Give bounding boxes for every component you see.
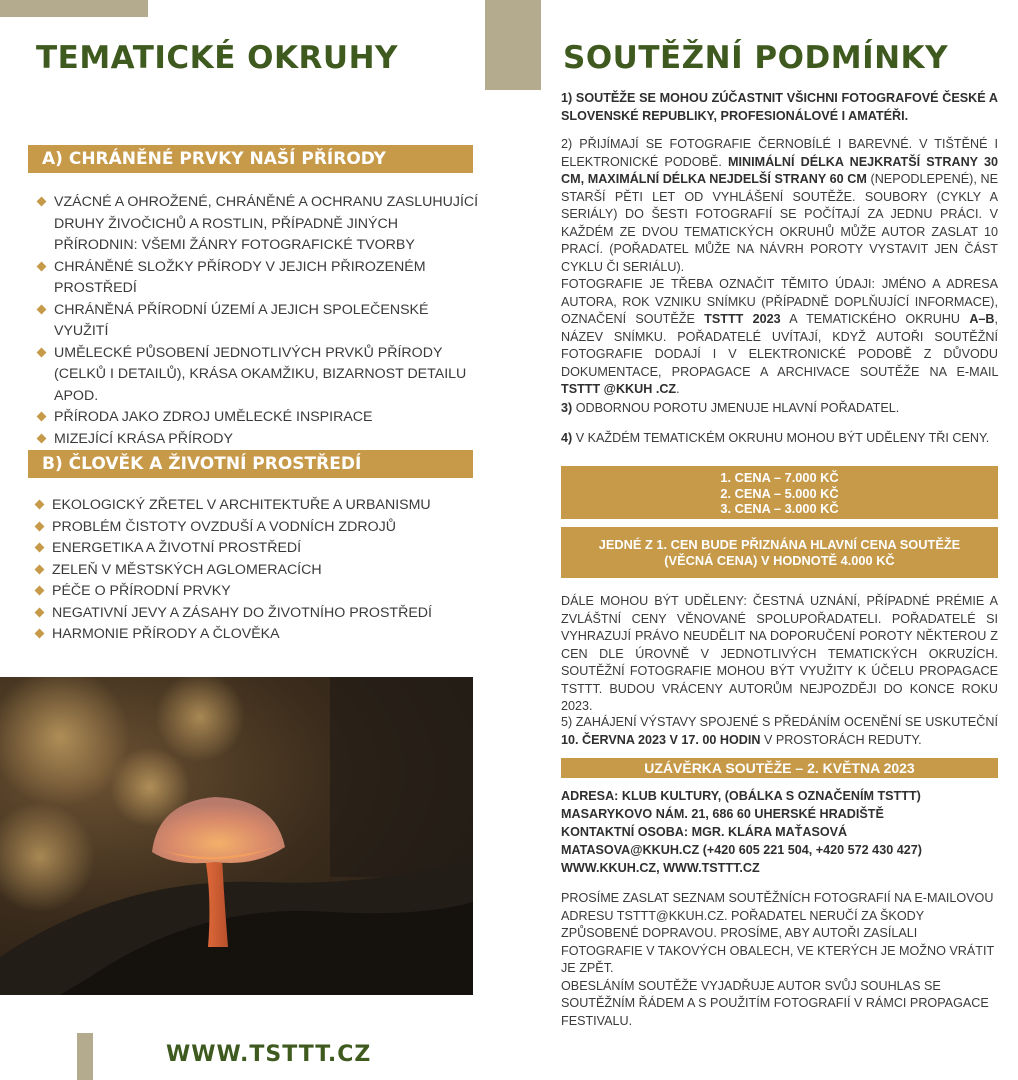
address-line: ADRESA: KLUB KULTURY, (OBÁLKA S OZNAČENÍM TSTTT) bbox=[561, 789, 921, 803]
prize-2: 2. CENA – 5.000 KČ bbox=[720, 485, 839, 501]
list-item: PÉČE O PŘÍRODNÍ PRVKY bbox=[34, 581, 479, 603]
section-b-header: B) ČLOVĚK A ŽIVOTNÍ PROSTŘEDÍ bbox=[28, 450, 473, 478]
mushroom-illustration bbox=[0, 677, 473, 995]
paragraph-3: FOTOGRAFIE JE TŘEBA OZNAČIT TĚMITO ÚDAJI: JMÉNO A ADRESA AUTORA, ROK VZNIKU SNÍMKU (PŘÍPADNĚ DOPLŇUJÍCÍ INFORMACE), OZNAČENÍ SOUTĚŽE TSTTT 2023 A TEMATICKÉHO OKRUHU A–B, NÁZEV SNÍMKU. POŘADATELÉ UVÍTAJÍ, KDYŽ AUTOŘI SOUTĚŽNÍ FOTOGRAFIE DODAJÍ I V ELEKTRONICKÉ PODOBĚ Z DŮVODU DOKUMENTACE, PROPAGACE A ARCHIVACE SOUTĚŽE NA E-MAIL TSTTT @KKUH .CZ. bbox=[561, 277, 999, 396]
list-item: PROBLÉM ČISTOTY OVZDUŠÍ A VODNÍCH ZDROJŮ bbox=[34, 517, 479, 539]
diamond-bullet-icon bbox=[35, 543, 45, 553]
contact-phones: (+420 605 221 504, +420 572 430 427) bbox=[702, 843, 922, 857]
paragraph-4: 3) ODBORNOU POROTU JMENUJE HLAVNÍ POŘADATEL. bbox=[561, 401, 900, 415]
section-a-list bbox=[36, 192, 481, 450]
decorative-bar-bottom bbox=[77, 1033, 93, 1080]
diamond-bullet-icon bbox=[37, 433, 47, 443]
diamond-bullet-icon bbox=[35, 564, 45, 574]
paragraph-8: PROSÍME ZASLAT SEZNAM SOUTĚŽNÍCH FOTOGRAFIÍ NA E-MAILOVOU ADRESU TSTTT@KKUH.CZ. POŘADATEL NERUČÍ ZA ŠKODY ZPŮSOBENÉ DOPRAVOU. PROSÍME, ABY AUTOŘI ZASÍLALI FOTOGRAFIE V TAKOVÝCH OBALECH, VE KTERÝCH JE MOŽNO VRÁTIT JE ZPĚT. OBESLÁNÍM SOUTĚŽE VYJADŘUJE AUTOR SVŮJ SOUHLAS SE SOUTĚŽNÍM ŘÁDEM A S POUŽITÍM FOTOGRAFIÍ V RÁMCI PROPAGACE FESTIVALU. bbox=[561, 891, 994, 1028]
diamond-bullet-icon bbox=[35, 500, 45, 510]
list-item: EKOLOGICKÝ ZŘETEL V ARCHITEKTUŘE A URBANISMU bbox=[34, 495, 479, 517]
paragraph-2: 2) PŘIJÍMAJÍ SE FOTOGRAFIE ČERNOBÍLÉ I BAREVNÉ. V TIŠTĚNÉ I ELEKTRONICKÉ PODOBĚ. MINIMÁLNÍ DÉLKA NEJKRATŠÍ STRANY 30 CM, MAXIMÁLNÍ DÉLKA NEJDELŠÍ STRANY 60 CM (NEPODLEPENÉ), NE STARŠÍ PĚTI LET OD VYHLÁŠENÍ SOUTĚŽE. SOUBORY (CYKLY A SERIÁLY) DO ŠESTI FOTOGRAFIÍ SE POČÍTAJÍ ZA JEDNU PRÁCI. V KAŽDÉM ZE DVOU TEMATICKÝCH OKRUHŮ MŮŽE AUTOR ZASLAT 10 PRACÍ. (POŘADATEL MŮŽE NA NÁVRH POROTY VYSTAVIT JEN ČÁST CYKLU ČI SERIÁLU). bbox=[561, 137, 999, 274]
prize-1: 1. CENA – 7.000 KČ bbox=[720, 470, 839, 485]
contact-email-link[interactable]: MATASOVA@KKUH.CZ bbox=[561, 843, 700, 857]
main-prize-box: JEDNÉ Z 1. CEN BUDE PŘIZNÁNA HLAVNÍ CENA SOUTĚŽE (VĚCNÁ CENA) V HODNOTĚ 4.000 KČ bbox=[561, 527, 998, 578]
prizes-box bbox=[561, 466, 998, 519]
mushroom-photo bbox=[0, 677, 473, 995]
diamond-bullet-icon bbox=[37, 261, 47, 271]
decorative-bar-center bbox=[485, 0, 541, 90]
address-line: MASARYKOVO NÁM. 21, 686 60 UHERSKÉ HRADIŠTĚ bbox=[561, 807, 884, 821]
deadline-banner: UZÁVĚRKA SOUTĚŽE – 2. KVĚTNA 2023 bbox=[561, 758, 998, 778]
list-item: ZELEŇ V MĚSTSKÝCH AGLOMERACÍCH bbox=[34, 560, 479, 582]
list-item: CHRÁNĚNÉ SLOŽKY PŘÍRODY V JEJICH PŘIROZENÉM PROSTŘEDÍ bbox=[36, 257, 481, 300]
prize-3: 3. CENA – 3.000 KČ bbox=[720, 501, 839, 516]
list-item: VZÁCNÉ A OHROŽENÉ, CHRÁNĚNÉ A OCHRANU ZASLUHUJÍCÍ DRUHY ŽIVOČICHŮ A ROSTLIN, PŘÍPADNĚ JINÝCH PŘÍRODNIN: VŠEMI ŽÁNRY FOTOGRAFICKÉ TVORBY bbox=[36, 192, 481, 257]
paragraph-7: 5) ZAHÁJENÍ VÝSTAVY SPOJENÉ S PŘEDÁNÍM OCENĚNÍ SE USKUTEČNÍ 10. ČERVNA 2023 V 17. 00 HODIN V PROSTORÁCH REDUTY. bbox=[561, 715, 998, 747]
diamond-bullet-icon bbox=[37, 197, 47, 207]
paragraph-1: 1) SOUTĚŽE SE MOHOU ZÚČASTNIT VŠICHNI FOTOGRAFOVÉ ČESKÉ A SLOVENSKÉ REPUBLIKY, PROFESIONÁLOVÉ I AMATÉŘI. bbox=[561, 91, 998, 123]
diamond-bullet-icon bbox=[37, 304, 47, 314]
list-item: MIZEJÍCÍ KRÁSA PŘÍRODY bbox=[36, 429, 481, 451]
diamond-bullet-icon bbox=[35, 607, 45, 617]
website-links[interactable]: WWW.KKUH.CZ, WWW.TSTTT.CZ bbox=[561, 861, 760, 875]
paragraph-5: 4) V KAŽDÉM TEMATICKÉM OKRUHU MOHOU BÝT UDĚLENY TŘI CENY. bbox=[561, 431, 990, 445]
paragraph-6: DÁLE MOHOU BÝT UDĚLENY: ČESTNÁ UZNÁNÍ, PŘÍPADNÉ PRÉMIE A ZVLÁŠTNÍ CENY VĚNOVANÉ SPOLUPOŘADATELI. POŘADATELÉ SI VYHRAZUJÍ PRÁVO NEUDĚLIT NA DOPORUČENÍ POROTY NĚKTEROU Z CEN DLE ÚROVNĚ V JEDNOTLIVÝCH TEMATICKÝCH OKRUZÍCH. SOUTĚŽNÍ FOTOGRAFIE MOHOU BÝT VYUŽITY K ÚČELU PROPAGACE TSTTT. BUDOU VRÁCENY AUTORŮM NEJPOZDĚJI DO KONCE ROKU 2023. bbox=[561, 594, 998, 713]
diamond-bullet-icon bbox=[35, 629, 45, 639]
list-item: PŘÍRODA JAKO ZDROJ UMĚLECKÉ INSPIRACE bbox=[36, 407, 481, 429]
list-item: ENERGETIKA A ŽIVOTNÍ PROSTŘEDÍ bbox=[34, 538, 479, 560]
diamond-bullet-icon bbox=[37, 412, 47, 422]
list-item: HARMONIE PŘÍRODY A ČLOVĚKA bbox=[34, 624, 479, 646]
address-block bbox=[561, 787, 998, 877]
diamond-bullet-icon bbox=[35, 586, 45, 596]
section-b-list bbox=[34, 495, 479, 646]
section-a-header: A) CHRÁNĚNÉ PRVKY NAŠÍ PŘÍRODY bbox=[28, 145, 473, 173]
decorative-bar-top-left bbox=[0, 0, 148, 17]
list-item: UMĚLECKÉ PŮSOBENÍ JEDNOTLIVÝCH PRVKŮ PŘÍRODY (CELKŮ I DETAILŮ), KRÁSA OKAMŽIKU, BIZARNOST DETAILU APOD. bbox=[36, 343, 481, 408]
list-item: CHRÁNĚNÁ PŘÍRODNÍ ÚZEMÍ A JEJICH SPOLEČENSKÉ VYUŽITÍ bbox=[36, 300, 481, 343]
list-item: NEGATIVNÍ JEVY A ZÁSAHY DO ŽIVOTNÍHO PROSTŘEDÍ bbox=[34, 603, 479, 625]
diamond-bullet-icon bbox=[37, 347, 47, 357]
diamond-bullet-icon bbox=[35, 521, 45, 531]
left-page-title: TEMATICKÉ OKRUHY bbox=[36, 40, 398, 76]
contact-person: KONTAKTNÍ OSOBA: MGR. KLÁRA MAŤASOVÁ bbox=[561, 825, 848, 839]
website-link[interactable]: WWW.TSTTT.CZ bbox=[166, 1042, 372, 1067]
right-page-title: SOUTĚŽNÍ PODMÍNKY bbox=[563, 40, 949, 76]
